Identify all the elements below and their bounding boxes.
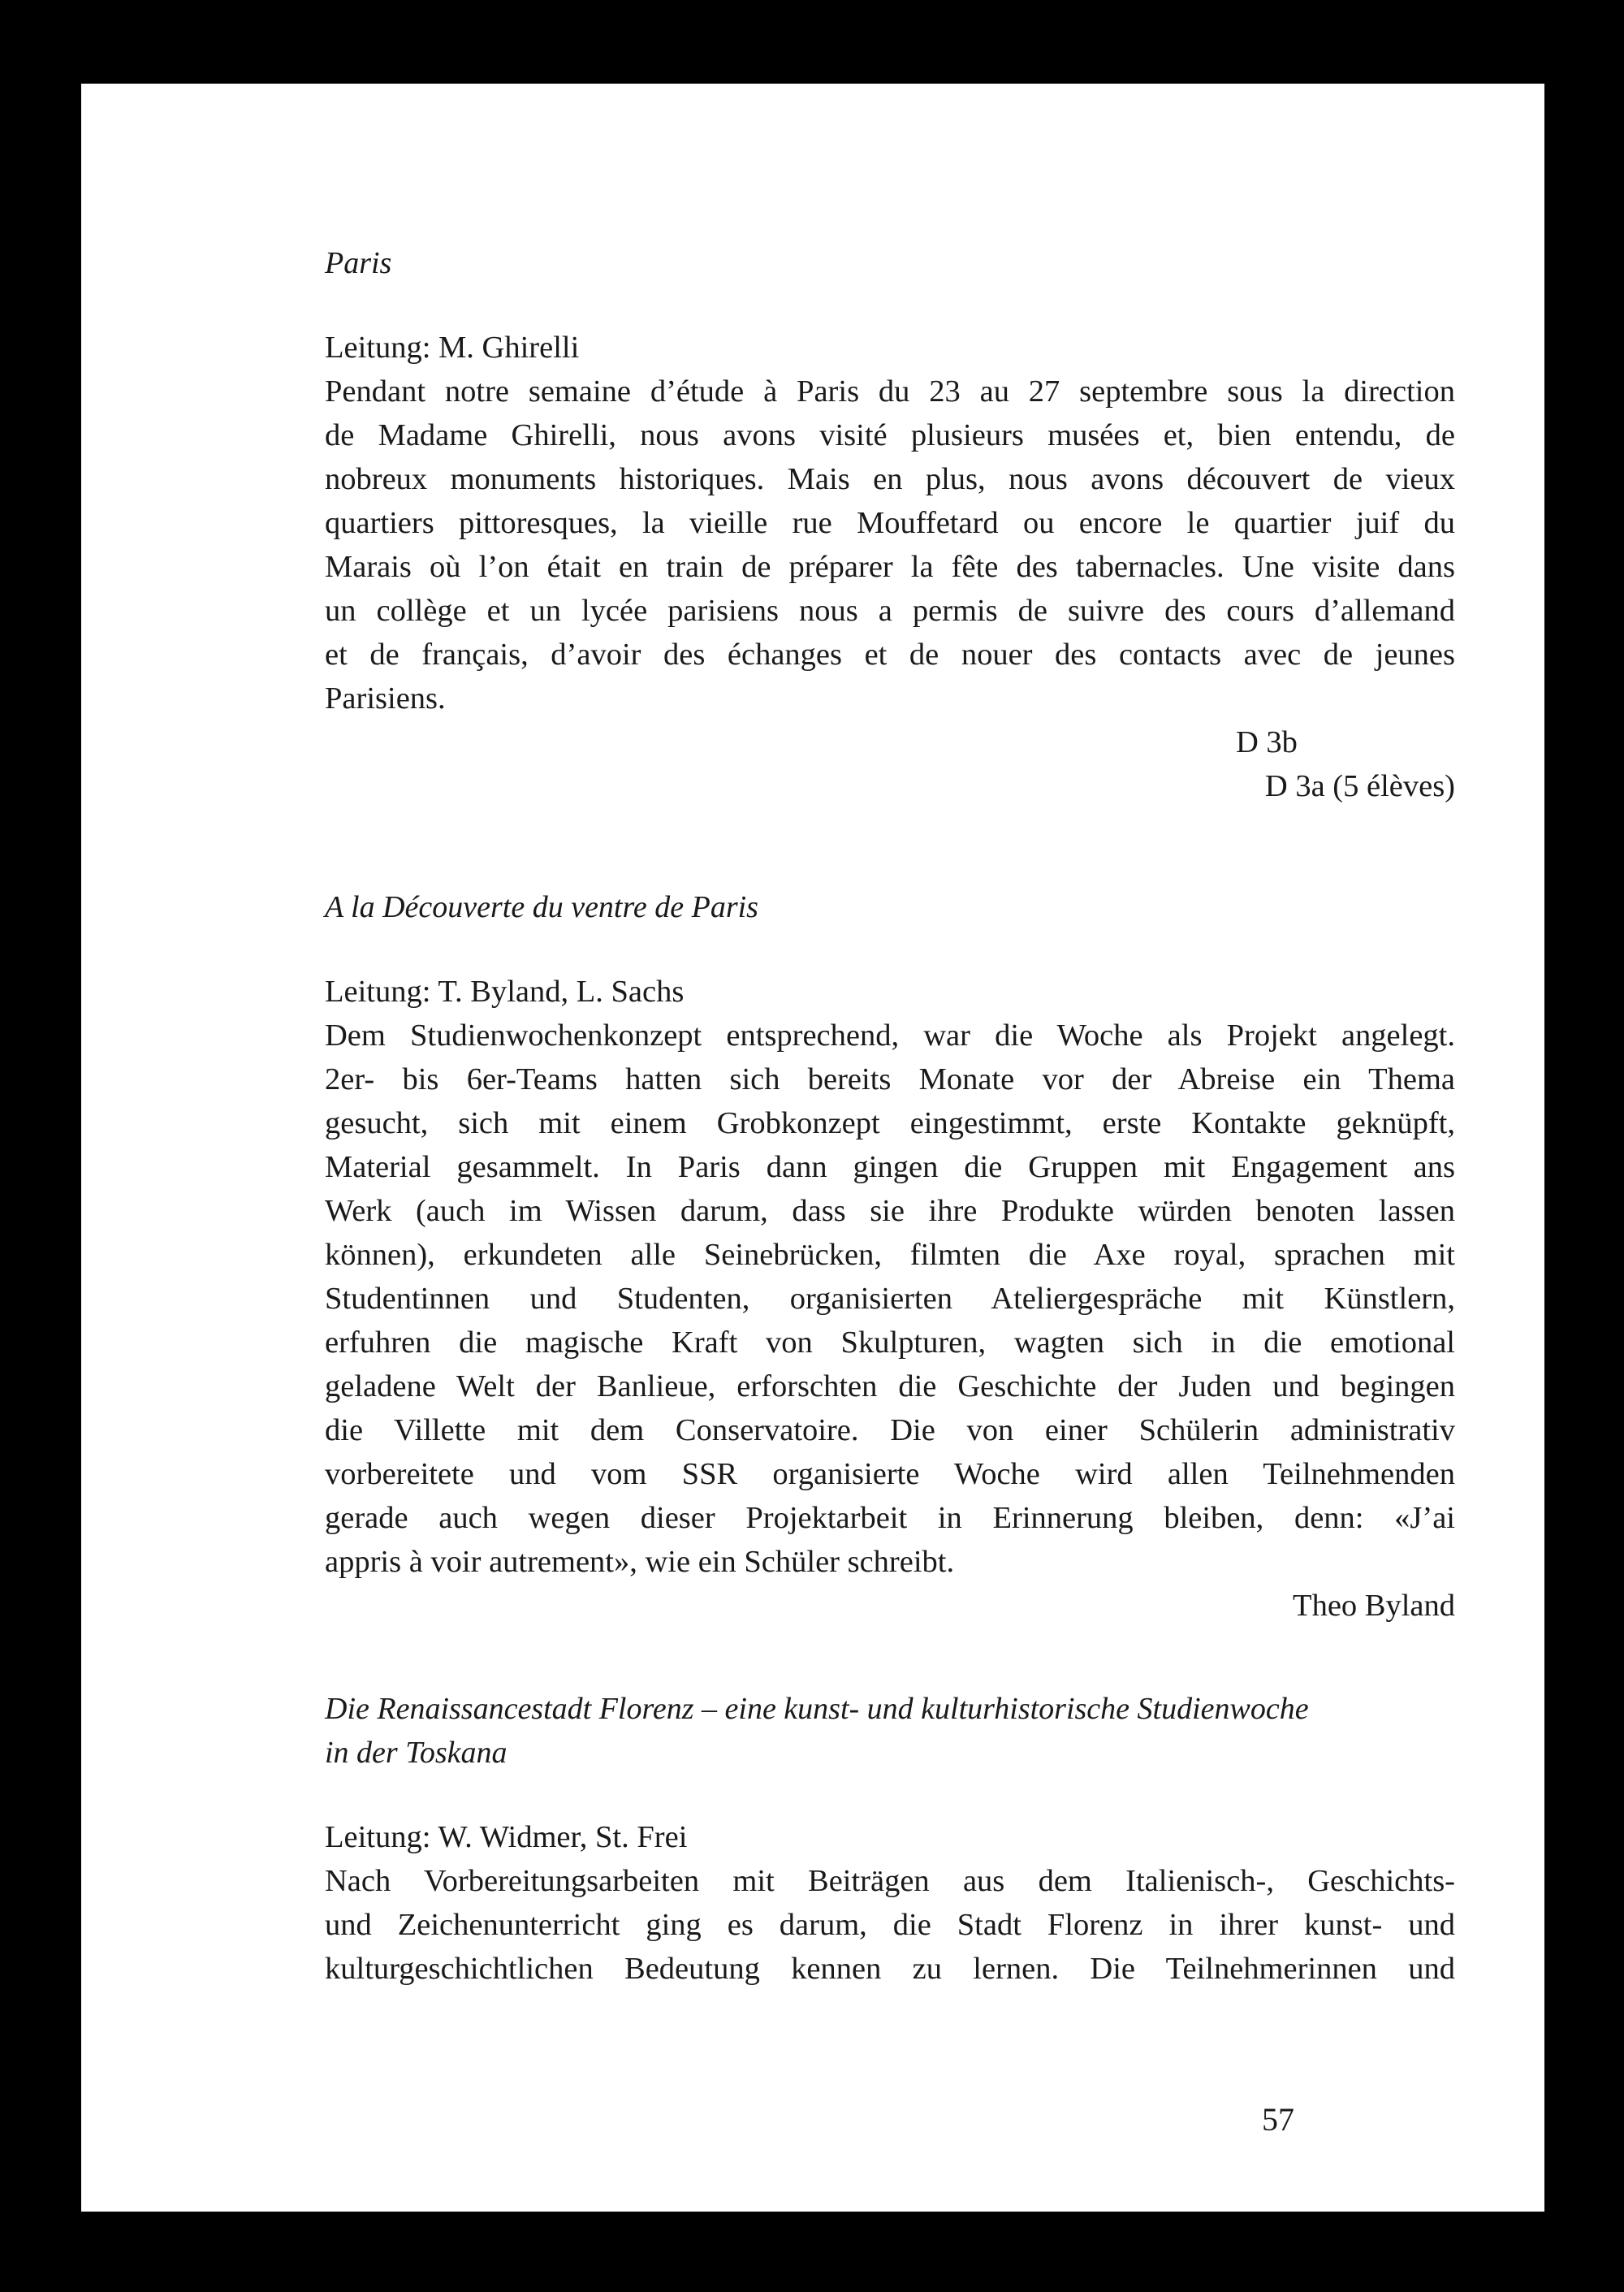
section-title-line: Die Renaissancestadt Florenz – eine kunst- und kulturhistorische Studienwoche	[325, 1692, 1309, 1726]
body-line: Material gesammelt. In Paris dann gingen die Gruppen mit Engagement ans	[325, 1150, 1455, 1184]
section-body-florenz	[325, 1815, 1455, 1991]
body-line: 2er- bis 6er-Teams hatten sich bereits Monate vor der Abreise ein Thema	[325, 1062, 1455, 1096]
section-title-paris: Paris	[325, 246, 392, 280]
body-line: un collège et un lycée parisiens nous a permis de suivre des cours d’allemand	[325, 594, 1455, 628]
body-line: kulturgeschichtlichen Bedeutung kennen zu lernen. Die Teilnehmerinnen und	[325, 1952, 1455, 1986]
body-line: können), erkundeten alle Seinebrücken, filmten die Axe royal, sprachen mit	[325, 1238, 1455, 1272]
signature-class-d3b: D 3b	[1236, 725, 1298, 759]
page-number: 57	[1262, 2101, 1294, 2138]
body-line: Dem Studienwochenkonzept entsprechend, war die Woche als Projekt angelegt.	[325, 1018, 1455, 1053]
body-line: quartiers pittoresques, la vieille rue Mouffetard ou encore le quartier juif du	[325, 506, 1455, 540]
leitung-line: Leitung: M. Ghirelli	[325, 331, 580, 365]
body-line: gerade auch wegen dieser Projektarbeit in Erinnerung bleiben, denn: «J’ai	[325, 1501, 1455, 1535]
section-body-ventre-de-paris	[325, 970, 1455, 1628]
body-line: et de français, d’avoir des échanges et de nouer des contacts avec de jeunes	[325, 638, 1455, 672]
body-line: Pendant notre semaine d’étude à Paris du 23 au 27 septembre sous la direction	[325, 374, 1455, 409]
document-page	[81, 84, 1544, 2212]
leitung-line: Leitung: W. Widmer, St. Frei	[325, 1820, 688, 1854]
leitung-line: Leitung: T. Byland, L. Sachs	[325, 975, 685, 1009]
body-line: vorbereitete und vom SSR organisierte Woche wird allen Teilnehmenden	[325, 1457, 1455, 1491]
body-line: Parisiens.	[325, 681, 446, 716]
body-line: Studentinnen und Studenten, organisierten Ateliergespräche mit Künstlern,	[325, 1282, 1455, 1316]
body-line: geladene Welt der Banlieue, erforschten die Geschichte der Juden und begingen	[325, 1369, 1455, 1403]
body-line: erfuhren die magische Kraft von Skulpturen, wagten sich in die emotional	[325, 1325, 1455, 1360]
body-line: gesucht, sich mit einem Grobkonzept eingestimmt, erste Kontakte geknüpft,	[325, 1106, 1455, 1140]
body-line: nobreux monuments historiques. Mais en plus, nous avons découvert de vieux	[325, 462, 1455, 496]
body-line: de Madame Ghirelli, nous avons visité plusieurs musées et, bien entendu, de	[325, 418, 1455, 452]
body-line: appris à voir autrement», wie ein Schüler schreibt.	[325, 1545, 955, 1579]
body-line: Nach Vorbereitungsarbeiten mit Beiträgen aus dem Italienisch-, Geschichts-	[325, 1864, 1455, 1898]
section-title-ventre-de-paris: A la Découverte du ventre de Paris	[325, 890, 758, 924]
body-line: und Zeichenunterricht ging es darum, die Stadt Florenz in ihrer kunst- und	[325, 1908, 1455, 1942]
section-title-line: in der Toskana	[325, 1736, 508, 1770]
body-line: Werk (auch im Wissen darum, dass sie ihre Produkte würden benoten lassen	[325, 1194, 1455, 1228]
section-title-florenz	[325, 1687, 1309, 1775]
section-body-paris	[325, 326, 1455, 808]
signature-class-d3a: D 3a (5 élèves)	[1264, 769, 1455, 803]
body-line: Marais où l’on était en train de préparer la fête des tabernacles. Une visite dans	[325, 550, 1455, 584]
signature-author: Theo Byland	[1293, 1589, 1455, 1623]
body-line: die Villette mit dem Conservatoire. Die von einer Schülerin administrativ	[325, 1413, 1455, 1447]
